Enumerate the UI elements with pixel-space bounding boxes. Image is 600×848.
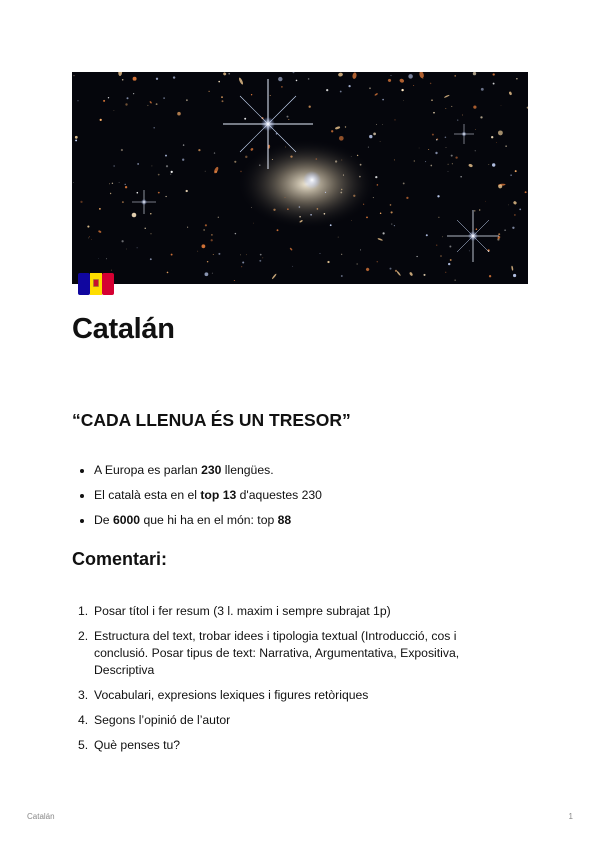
footer-page-title: Catalán — [27, 812, 55, 821]
list-item: 2. Estructura del text, trobar idees i tipologia textual (Introducció, cos i conclusió. Posar tipus de text: Narrativa, Argumentativa, Expositiva, Descriptiva — [78, 629, 460, 677]
section-heading-comentari: Comentari: — [72, 549, 168, 569]
list-item: De 6000 que hi ha en el món: top 88 — [72, 512, 492, 529]
andorra-flag-icon — [78, 270, 114, 298]
list-item: El català esta en el top 13 d'aquestes 230 — [72, 487, 492, 504]
page-title: Catalán — [72, 313, 175, 345]
section-heading-quote: “CADA LLENUA ÉS UN TRESOR” — [72, 410, 351, 430]
footer-page-number: 1 — [568, 812, 573, 821]
facts-list — [72, 462, 492, 537]
cover-image — [72, 72, 528, 284]
comment-steps-list — [72, 603, 492, 762]
list-item: 4. Segons l’opinió de l’autor — [78, 713, 231, 727]
list-item: 3. Vocabulari, expresions lexiques i figures retòriques — [78, 688, 369, 702]
list-item: 1. Posar títol i fer resum (3 l. maxim i sempre subrajat 1p) — [78, 604, 391, 618]
list-item: A Europa es parlan 230 llengües. — [72, 462, 492, 479]
list-item: 5. Què penses tu? — [78, 738, 181, 752]
deep-field-galaxy-image — [72, 72, 528, 284]
